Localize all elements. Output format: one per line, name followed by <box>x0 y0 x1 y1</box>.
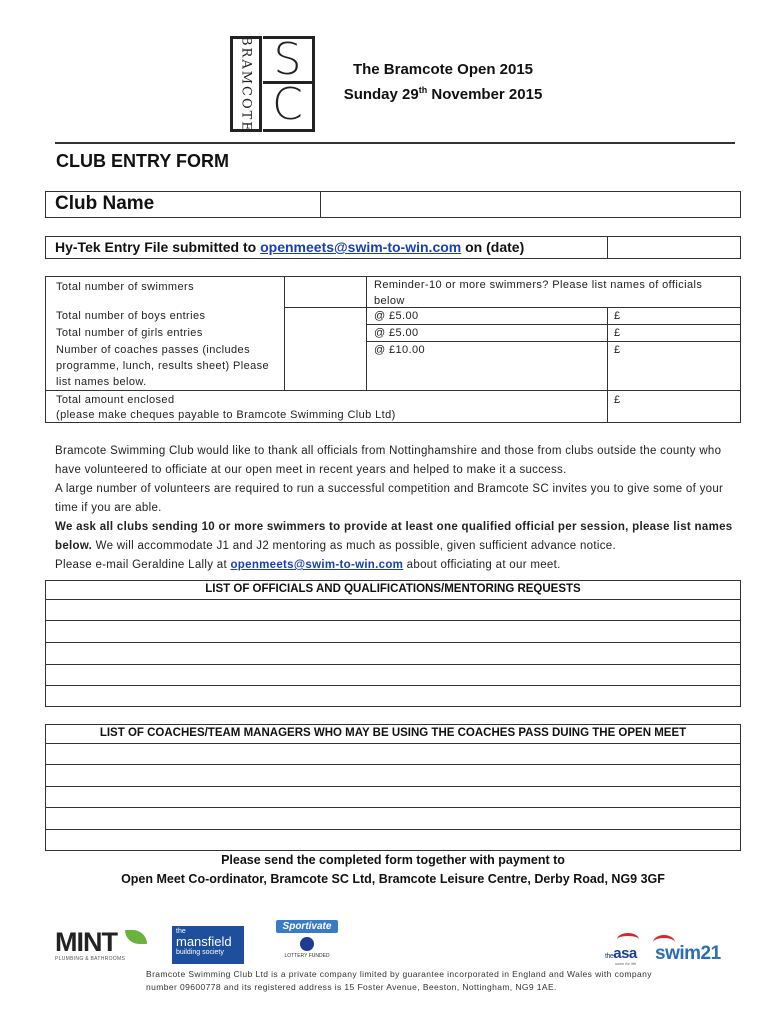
lottery-subtitle: LOTTERY FUNDED <box>284 953 330 959</box>
fees-col-divider-2 <box>366 276 367 390</box>
boys-total-currency: £ <box>614 310 621 322</box>
send-line-1: Please send the completed form together with payment to <box>221 853 565 867</box>
asa-logo-tagline: swim for life <box>615 961 637 966</box>
boys-entries-label: Total number of boys entries <box>56 310 206 322</box>
event-name: The Bramcote Open 2015 <box>352 61 534 78</box>
mansfield-logo-the: the <box>176 928 186 935</box>
coaches-row-field[interactable] <box>46 744 740 764</box>
coaches-row-field[interactable] <box>46 808 740 829</box>
sportivate-logo-text: Sportivate <box>276 920 338 933</box>
event-date-day: Sunday 29 <box>343 86 419 103</box>
event-date-suffix: th <box>418 85 428 95</box>
hytek-date-field[interactable] <box>609 238 739 257</box>
cheques-note: (please make cheques payable to Bramcote Swimming Club Ltd) <box>56 409 396 421</box>
amount-total-currency: £ <box>614 394 621 406</box>
asa-logo-name: asa <box>613 945 637 962</box>
coaches-passes-label: Number of coaches passes (includes programme, lunch, results sheet) Please list names below. <box>56 344 270 388</box>
boys-total-field[interactable] <box>622 308 740 323</box>
boys-price: @ £5.00 <box>374 310 419 322</box>
swim21-logo <box>651 933 731 963</box>
hytek-email-link[interactable]: openmeets@swim-to-win.com <box>260 239 462 255</box>
volunteers-paragraph: A large number of volunteers are required to run a successful competition and Bramcote SC invites you to give some of your time if you are able. <box>55 483 724 514</box>
event-date-month: November 2015 <box>427 86 543 103</box>
hytek-date-text: on (date) <box>461 239 525 255</box>
mint-logo-text: MINT <box>55 927 117 957</box>
club-name-label: Club Name <box>55 193 155 214</box>
coaches-total-field[interactable] <box>622 342 740 389</box>
girls-total-field[interactable] <box>622 325 740 340</box>
officials-request-bold: We ask all clubs sending 10 or more swimmers to provide at least one qualified official per session, please list names below. <box>55 521 733 552</box>
coaches-total-currency: £ <box>614 344 621 356</box>
event-title <box>318 60 568 105</box>
coaches-row-field[interactable] <box>46 830 740 850</box>
sportivate-logo <box>276 920 338 964</box>
legal-notice: Bramcote Swimming Club Ltd is a private company limited by guarantee incorporated in England and Wales with company number 09600778 and its registered address is 15 Foster Avenue, Beeston, Nottingham, NG9 1AE. <box>146 969 652 992</box>
mentoring-note: We will accommodate J1 and J2 mentoring as much as possible, given sufficient advance notice. <box>92 540 616 552</box>
send-instructions <box>45 851 741 889</box>
officials-row-field[interactable] <box>46 600 740 620</box>
asa-logo-the: the <box>605 953 614 960</box>
fees-row-line-1a <box>284 307 366 308</box>
contact-text: Please e-mail Geraldine Lally at <box>55 559 231 571</box>
contact-text-end: about officiating at our meet. <box>403 559 561 571</box>
logo-s-letter: S <box>263 36 315 84</box>
club-name-field[interactable] <box>322 193 739 216</box>
mansfield-logo-subtitle: building society <box>176 949 224 956</box>
reminder-note: Reminder-10 or more swimmers? Please list names of officials below <box>374 279 703 307</box>
fees-col-divider-1 <box>284 276 285 390</box>
lottery-icon <box>300 937 314 951</box>
thanks-paragraph: Bramcote Swimming Club would like to thank all officials from Nottinghamshire and those from clubs outside the county who have volunteered to officiate at our open meet in recent years and helped to make it a success. <box>55 445 722 476</box>
mansfield-logo <box>172 926 244 964</box>
officials-row-field[interactable] <box>46 621 740 642</box>
mint-logo <box>55 928 150 964</box>
club-name-divider <box>320 191 321 218</box>
form-title: CLUB ENTRY FORM <box>56 151 229 171</box>
hytek-label <box>55 239 524 255</box>
officials-list-heading: LIST OF OFFICIALS AND QUALIFICATIONS/MENTORING REQUESTS <box>205 583 581 595</box>
total-swimmers-label: Total number of swimmers <box>56 281 194 293</box>
coaches-row-field[interactable] <box>46 787 740 807</box>
girls-total-currency: £ <box>614 327 621 339</box>
coaches-price: @ £10.00 <box>374 344 426 356</box>
header-divider <box>55 142 735 144</box>
hytek-text: Hy-Tek Entry File submitted to <box>55 239 261 255</box>
logo-bramcote-text: BRAMCOTE <box>238 35 254 133</box>
contact-paragraph <box>55 556 735 575</box>
entries-count-field[interactable] <box>286 309 365 389</box>
coaches-row-field[interactable] <box>46 765 740 786</box>
officials-row-field[interactable] <box>46 686 740 706</box>
coaches-list-heading: LIST OF COACHES/TEAM MANAGERS WHO MAY BE USING THE COACHES PASS DUING THE OPEN MEET <box>99 727 687 739</box>
event-date <box>318 80 568 105</box>
swim21-logo-text: swim21 <box>655 943 721 964</box>
officials-row-field[interactable] <box>46 665 740 685</box>
mansfield-logo-name: mansfield <box>176 934 232 949</box>
asa-logo <box>603 933 643 966</box>
send-address: Open Meet Co-ordinator, Bramcote SC Ltd, Bramcote Leisure Centre, Derby Road, NG9 3GF <box>121 872 665 886</box>
girls-entries-label: Total number of girls entries <box>56 327 203 339</box>
girls-price: @ £5.00 <box>374 327 419 339</box>
total-swimmers-field[interactable] <box>286 278 365 306</box>
mint-logo-subtitle: PLUMBING & BATHROOMS <box>55 956 126 962</box>
hytek-divider <box>607 236 608 259</box>
officials-request-paragraph <box>55 518 735 556</box>
asa-logo-text <box>605 945 637 962</box>
contact-email-link[interactable]: openmeets@swim-to-win.com <box>230 559 404 571</box>
club-logo-bramcote <box>230 36 262 132</box>
total-amount-label: Total amount enclosed <box>56 394 175 406</box>
logo-c-letter: C <box>263 84 315 132</box>
officials-row-field[interactable] <box>46 643 740 664</box>
amount-total-field[interactable] <box>622 391 740 422</box>
